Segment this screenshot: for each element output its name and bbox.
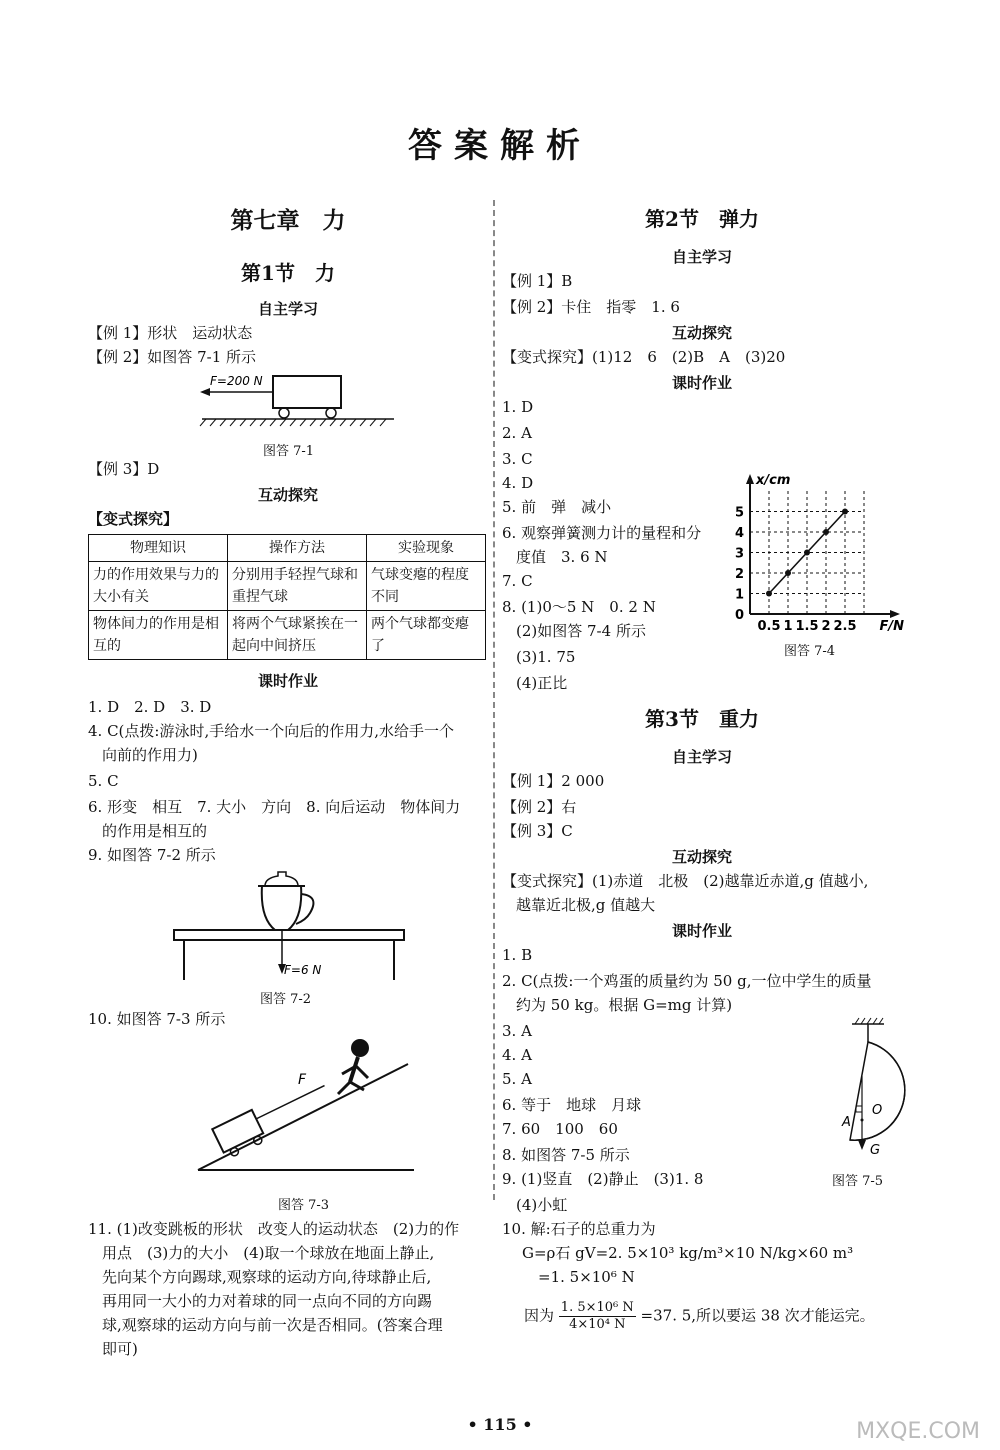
y-tick-label: 1 <box>734 587 744 603</box>
chapter-title: 第七章 力 <box>230 207 346 234</box>
fraction-denominator: 4×10⁴ N <box>569 1317 626 1332</box>
homework-line: 11. (1)改变跳板的形状 改变人的运动状态 (2)力的作 <box>88 1220 460 1238</box>
subhead-keshi: 课时作业 <box>671 374 732 392</box>
x-tick-label: 2 <box>821 619 831 634</box>
y-tick-label: 2 <box>734 567 744 582</box>
homework-line: 7. C <box>502 572 533 590</box>
table-cell: 两个气球都变瘪了 <box>367 611 486 660</box>
section-2-title: 第2节 弹力 <box>645 207 759 231</box>
homework-line: 6. 观察弹簧测力计的量程和分 <box>502 524 702 542</box>
figure-7-5-pendulum <box>822 1016 912 1166</box>
homework-line: 3. A <box>502 1022 532 1040</box>
homework-line: 1. D 2. D 3. D <box>88 698 212 716</box>
homework-line: 先向某个方向踢球,观察球的运动方向,待球静止后, <box>102 1268 432 1286</box>
example-1: 【例 1】形状 运动状态 <box>88 324 253 342</box>
formula-line: =1. 5×10⁶ N <box>538 1268 635 1286</box>
homework-line: 4. C(点拨:游泳时,手给水一个向后的作用力,水给手一个 <box>88 722 455 740</box>
example-1: 【例 1】2 000 <box>502 772 605 790</box>
figure-7-5-label-O: O <box>872 1103 883 1118</box>
data-point <box>785 570 791 576</box>
figure-7-3-caption: 图答 7-3 <box>278 1198 330 1213</box>
homework-line: 10. 如图答 7-3 所示 <box>88 1010 226 1028</box>
x-tick-label: 1.5 <box>795 619 819 634</box>
homework-line: 球,观察球的运动方向与前一次是否相同。(答案合理 <box>102 1316 443 1334</box>
homework-line: 度值 3. 6 N <box>516 548 608 566</box>
homework-line: 9. (1)竖直 (2)静止 (3)1. 8 <box>502 1170 704 1188</box>
subhead-keshi: 课时作业 <box>671 922 732 940</box>
subhead-zizhu: 自主学习 <box>671 248 732 266</box>
homework-line: 2. A <box>502 424 532 442</box>
figure-7-4-caption: 图答 7-4 <box>784 644 836 659</box>
y-tick-label: 3 <box>734 546 744 562</box>
table-cell: 力的作用效果与力的大小有关 <box>89 562 228 611</box>
table-row <box>89 611 486 660</box>
data-point <box>823 529 829 535</box>
table-cell: 将两个气球紧挨在一起向中间挤压 <box>228 611 367 660</box>
subhead-hudong: 互动探究 <box>671 848 732 866</box>
x-tick-label: 1 <box>783 619 793 634</box>
figure-7-5-caption: 图答 7-5 <box>832 1174 884 1189</box>
homework-line: (4)正比 <box>516 674 568 692</box>
homework-line: 向前的作用力) <box>102 746 198 764</box>
figure-7-3-force-label: F <box>298 1072 307 1088</box>
homework-line: 5. C <box>88 772 119 790</box>
example-3: 【例 3】D <box>88 460 160 478</box>
homework-line: 8. 如图答 7-5 所示 <box>502 1146 630 1164</box>
explore-table <box>88 534 486 660</box>
example-3: 【例 3】C <box>502 822 573 840</box>
homework-line: 3. C <box>502 450 533 468</box>
variant-answer: 【变式探究】(1)12 6 (2)B A (3)20 <box>502 348 786 366</box>
figure-7-1-caption: 图答 7-1 <box>263 444 315 459</box>
y-tick-label: 5 <box>734 505 744 521</box>
homework-line: (2)如图答 7-4 所示 <box>516 622 646 640</box>
table-header: 操作方法 <box>228 535 367 562</box>
variant-label: 【变式探究】 <box>88 510 179 528</box>
homework-line: 5. A <box>502 1070 532 1088</box>
example-2: 【例 2】如图答 7-1 所示 <box>88 348 257 366</box>
figure-7-2-caption: 图答 7-2 <box>260 992 312 1007</box>
homework-line: 5. 前 弹 减小 <box>502 498 612 516</box>
x-axis-arrow <box>890 610 900 618</box>
figure-7-2-force-label: F=6 N <box>284 963 322 977</box>
homework-line: 的作用是相互的 <box>102 822 208 840</box>
homework-line: 约为 50 kg。根据 G=mg 计算) <box>516 996 733 1014</box>
figure-7-5-label-A: A <box>842 1115 851 1130</box>
page-number: • 115 • <box>467 1415 533 1434</box>
page-title: 答案解析 <box>408 126 592 166</box>
homework-line: 再用同一大小的力对着球的同一点向不同的方向踢 <box>102 1292 433 1310</box>
subhead-hudong: 互动探究 <box>671 324 732 342</box>
section-3-title: 第3节 重力 <box>645 707 759 731</box>
figure-7-4-chart <box>722 472 912 642</box>
data-point <box>804 550 810 556</box>
x-tick-label: 2.5 <box>833 619 857 634</box>
homework-line: 8. (1)0～5 N 0. 2 N <box>502 598 656 616</box>
homework-line: 1. D <box>502 398 534 416</box>
homework-line: 2. C(点拨:一个鸡蛋的质量约为 50 g,一位中学生的质量 <box>502 972 872 990</box>
x-axis-label: F/N <box>879 619 904 634</box>
watermark: MXQE.COM <box>856 1419 980 1444</box>
figure-7-3-incline <box>188 1024 418 1174</box>
variant-answer: 【变式探究】(1)赤道 北极 (2)越靠近赤道,g 值越小, <box>502 872 869 890</box>
example-2: 【例 2】卡住 指零 1. 6 <box>502 298 680 316</box>
table-cell: 分别用手轻捏气球和重捏气球 <box>228 562 367 611</box>
table-row <box>89 562 486 611</box>
section-1-title: 第1节 力 <box>241 261 335 285</box>
homework-line: 4. D <box>502 474 534 492</box>
homework-line: (3)1. 75 <box>516 648 576 666</box>
homework-line: 用点 (3)力的大小 (4)取一个球放在地面上静止, <box>102 1244 435 1262</box>
column-divider <box>493 200 495 1200</box>
figure-7-1-cart <box>198 368 398 438</box>
fraction <box>559 1300 636 1333</box>
data-point <box>766 591 772 597</box>
x-tick-label: 0.5 <box>757 619 781 634</box>
data-point <box>842 509 848 515</box>
variant-answer: 越靠近北极,g 值越大 <box>516 896 656 914</box>
subhead-hudong: 互动探究 <box>257 486 318 504</box>
homework-line: 6. 等于 地球 月球 <box>502 1096 642 1114</box>
homework-line: 1. B <box>502 946 533 964</box>
homework-line: 6. 形变 相互 7. 大小 方向 8. 向后运动 物体间力 <box>88 798 461 816</box>
figure-7-5-label-G: G <box>870 1143 881 1158</box>
y-tick-label: 0 <box>734 608 744 623</box>
table-header: 实验现象 <box>367 535 486 562</box>
subhead-keshi: 课时作业 <box>257 672 318 690</box>
subhead-zizhu: 自主学习 <box>257 300 318 318</box>
y-axis-label: x/cm <box>756 473 791 488</box>
y-tick-label: 4 <box>734 526 744 541</box>
calc-suffix: =37. 5,所以要运 38 次才能运完。 <box>640 1306 875 1325</box>
figure-7-2-cup-on-table <box>170 868 410 983</box>
homework-line: 7. 60 100 60 <box>502 1120 618 1138</box>
table-header: 物理知识 <box>89 535 228 562</box>
calc-prefix: 因为 <box>524 1306 555 1325</box>
fraction-numerator: 1. 5×10⁶ N <box>560 1300 634 1315</box>
homework-line: 4. A <box>502 1046 532 1064</box>
table-cell: 气球变瘪的程度不同 <box>367 562 486 611</box>
table-cell: 物体间力的作用是相互的 <box>89 611 228 660</box>
subhead-zizhu: 自主学习 <box>671 748 732 766</box>
homework-line: (4)小虹 <box>516 1196 568 1214</box>
homework-line: 10. 解:石子的总重力为 <box>502 1220 656 1238</box>
calc-line <box>524 1300 875 1333</box>
figure-7-1-force-label: F=200 N <box>210 374 263 388</box>
homework-line: 即可) <box>102 1340 138 1358</box>
formula-line: G=ρ石 gV=2. 5×10³ kg/m³×10 N/kg×60 m³ <box>522 1244 854 1262</box>
example-1: 【例 1】B <box>502 272 573 290</box>
homework-line: 9. 如图答 7-2 所示 <box>88 846 216 864</box>
y-axis-arrow <box>746 474 754 484</box>
example-2: 【例 2】右 <box>502 798 577 816</box>
